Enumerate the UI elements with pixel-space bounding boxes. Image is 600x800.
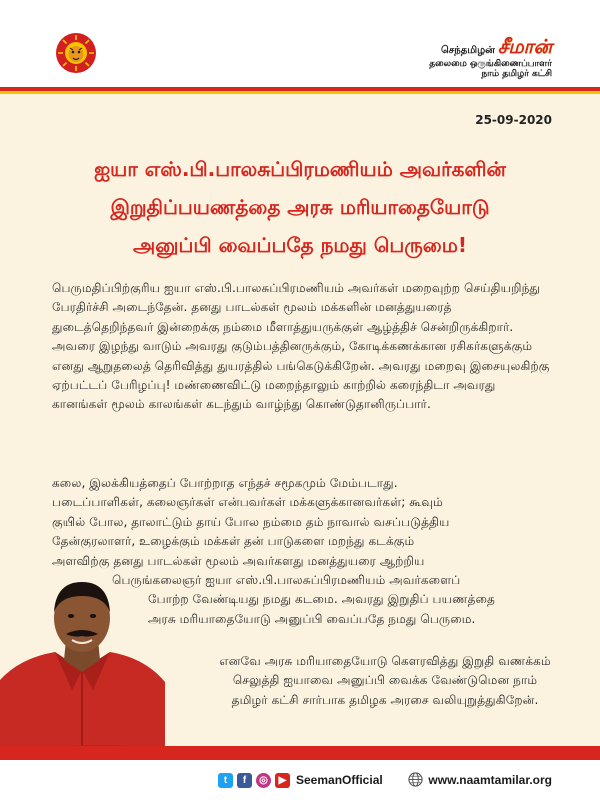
twitter-icon[interactable]: t <box>218 773 233 788</box>
title-line-1: ஐயா எஸ்.பி.பாலசுப்பிரமணியம் அவர்களின் <box>94 157 506 181</box>
youtube-icon[interactable]: ▶ <box>275 773 290 788</box>
tiger-emblem-icon <box>56 33 96 73</box>
paragraph-2-line-1: கலை, இலக்கியத்தைப் போற்றாத எந்தச் சமூகமும் மேம்படாது. <box>52 476 398 490</box>
paragraph-2-line-2: படைப்பாளிகள், கலைஞர்கள் என்பவர்கள் மக்களுக்கானவர்கள்; கூவும் <box>52 495 443 510</box>
brand-name-line <box>429 37 552 59</box>
brand-role: தலைமை ஒருங்கிணைப்பாளர் <box>429 58 552 69</box>
paragraph-2-line-3: குயில் போல, தாலாட்டும் தாய் போல நம்மை தம் நாவால் வசப்படுத்திய <box>52 514 450 529</box>
globe-icon <box>408 772 423 787</box>
brand-prefix: செந்தமிழன் <box>440 45 495 56</box>
brand-party: நாம் தமிழர் கட்சி <box>481 69 552 80</box>
party-logo <box>56 33 96 73</box>
body-paragraph-3: எனவே அரசு மரியாதையோடு கௌரவித்து இறுதி வணக்கம் செலுத்தி ஐயாவை அனுப்பி வைக்க வேண்டுமென நாம் தமிழர் கட்சி சார்பாக தமிழக அரசை வலியுறுத்துகிறேன். <box>219 654 551 707</box>
body-paragraph-1: பெருமதிப்பிற்குரிய ஐயா எஸ்.பி.பாலசுப்பிரமணியம் அவர்கள் மறைவுற்ற செய்தியறிந்து பேரதிர்ச்சி அடைந்தேன். தனது பாடல்கள் மூலம் மக்களின் மனத்துயரைத் துடைத்தெறிந்தவர் இன்றைக்கு நம்மை மீளாத்துயருக்குள் ஆழ்த்திச் சென்றிருக்கிறார். அவரை இழந்து வாடும் அவரது குடும்பத்தினருக்கும், கோடிக்கணக்கான ரசிகர்களுக்கும் எனது ஆறுதலைத் தெரிவித்து துயரத்தில் பங்கெடுக்கிறேன். அவரது மறைவு இசையுலகிற்கு ஏற்பட்டப் பேரிழப்பு! மண்ணைவிட்டு மறைந்தாலும் காற்றில் கரைந்திடா அவரது கானங்கள் மூலம் காலங்கள் கடந்தும் வாழ்ந்து கொண்டுதானிருப்பார். <box>52 281 550 412</box>
social-handle[interactable]: SeemanOfficial <box>296 773 383 787</box>
website-url[interactable]: www.naamtamilar.org <box>428 772 552 787</box>
statement-title <box>30 150 570 264</box>
website-link[interactable] <box>408 772 552 787</box>
paragraph-2-line-5: அளவிற்கு தனது பாடல்கள் மூலம் அவர்களது மனத்துயரை ஆற்றிய <box>52 553 425 568</box>
paragraph-2-line-8: அரசு மரியாதையோடு அனுப்பி வைப்பதே நமது பெருமை. <box>148 611 476 626</box>
brand-name: சீமான் <box>497 36 552 58</box>
paragraph-2-line-4: தேன்குரலாளர், உழைக்கும் மக்கள் தன் பாடுகளை மறந்து கடக்கும் <box>52 534 415 549</box>
header-divider-yellow <box>0 91 600 94</box>
paragraph-2-line-6: பெருங்கலைஞர் ஐயா எஸ்.பி.பாலசுப்பிரமணியம் அவர்களைப் <box>112 573 461 588</box>
brand-block <box>429 37 552 80</box>
facebook-icon[interactable]: f <box>237 773 252 788</box>
title-line-2: இறுதிப்பயணத்தை அரசு மரியாதையோடு <box>110 195 490 219</box>
statement-date: 25-09-2020 <box>475 113 552 127</box>
instagram-icon[interactable]: ◎ <box>256 773 271 788</box>
letterhead <box>0 0 600 90</box>
social-links <box>218 772 383 788</box>
paragraph-2-line-7: போற்ற வேண்டியது நமது கடமை. அவரது இறுதிப் பயணத்தை <box>148 592 495 607</box>
title-line-3: அனுப்பி வைப்பதே நமது பெருமை! <box>133 233 467 257</box>
